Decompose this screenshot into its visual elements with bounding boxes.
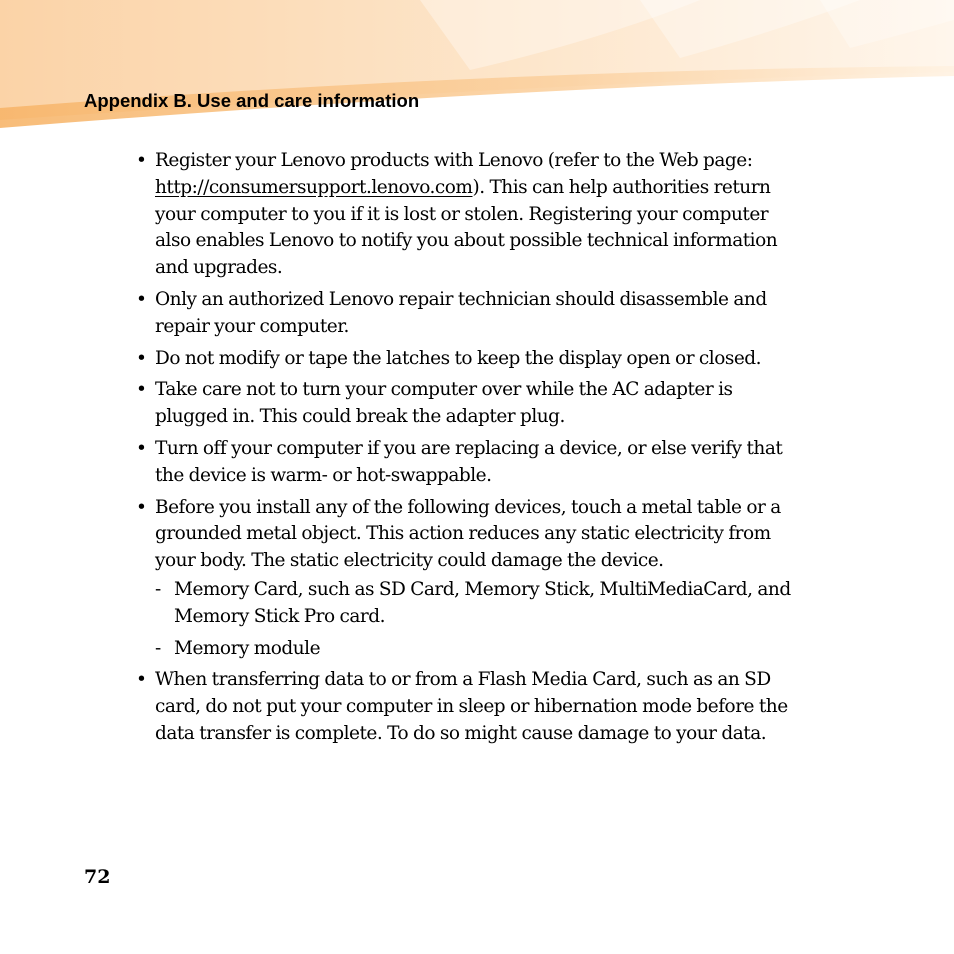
text-line: repair your computer. [155, 315, 349, 337]
bullet-icon: • [136, 437, 147, 459]
sub-list-item [0, 577, 954, 631]
list-item [0, 377, 954, 431]
text-line: card, do not put your computer in sleep or hibernation mode before the [155, 696, 788, 718]
text-line: Take care not to turn your computer over while the AC adapter is [155, 379, 733, 401]
list-item [0, 287, 954, 341]
text-line: and upgrades. [155, 257, 283, 279]
support-link[interactable]: http://consumersupport.lenovo.com [155, 176, 473, 198]
bullet-icon: • [136, 150, 147, 171]
text-line: When transferring data to or from a Flash Media Card, such as an SD [155, 669, 771, 691]
bullet-icon: • [136, 347, 147, 369]
text-line: your body. The static electricity could damage the device. [155, 550, 664, 572]
bullet-icon: • [136, 496, 147, 518]
bullet-icon: • [136, 379, 147, 401]
text-line: your computer to you if it is lost or stolen. Registering your computer [155, 203, 769, 225]
list-item [0, 495, 954, 663]
list-item [0, 667, 954, 747]
text-line: also enables Lenovo to notify you about possible technical information [155, 230, 778, 252]
list-item [0, 436, 954, 490]
text-line: Do not modify or tape the latches to keep the display open or closed. [155, 347, 761, 369]
bullet-icon: • [136, 288, 147, 310]
text-line: Memory module [174, 637, 321, 659]
text-line: Turn off your computer if you are replacing a device, or else verify that [155, 437, 783, 459]
text-line: Memory Card, such as SD Card, Memory Stick, MultiMediaCard, and [174, 578, 791, 600]
text-line: Only an authorized Lenovo repair technician should disassemble and [155, 288, 767, 310]
list-item [0, 346, 954, 373]
text-line: ). This can help authorities return [472, 176, 771, 198]
text-line: plugged in. This could break the adapter plug. [155, 406, 565, 428]
text-line: data transfer is complete. To do so might cause damage to your data. [155, 722, 767, 744]
document-body [0, 148, 954, 753]
text-line: Register your Lenovo products with Lenovo (refer to the Web page: [155, 150, 753, 171]
text-line: grounded metal object. This action reduces any static electricity from [155, 523, 771, 545]
dash-icon: - [155, 637, 161, 659]
sub-list-item [0, 636, 954, 663]
text-line: Memory Stick Pro card. [174, 605, 385, 627]
text-line: Before you install any of the following devices, touch a metal table or a [155, 496, 781, 518]
page-number: 72 [84, 866, 111, 888]
text-line: the device is warm- or hot-swappable. [155, 464, 492, 486]
list-item [0, 148, 954, 282]
bullet-icon: • [136, 669, 147, 691]
dash-icon: - [155, 578, 161, 600]
section-header: Appendix B. Use and care information [84, 90, 420, 111]
